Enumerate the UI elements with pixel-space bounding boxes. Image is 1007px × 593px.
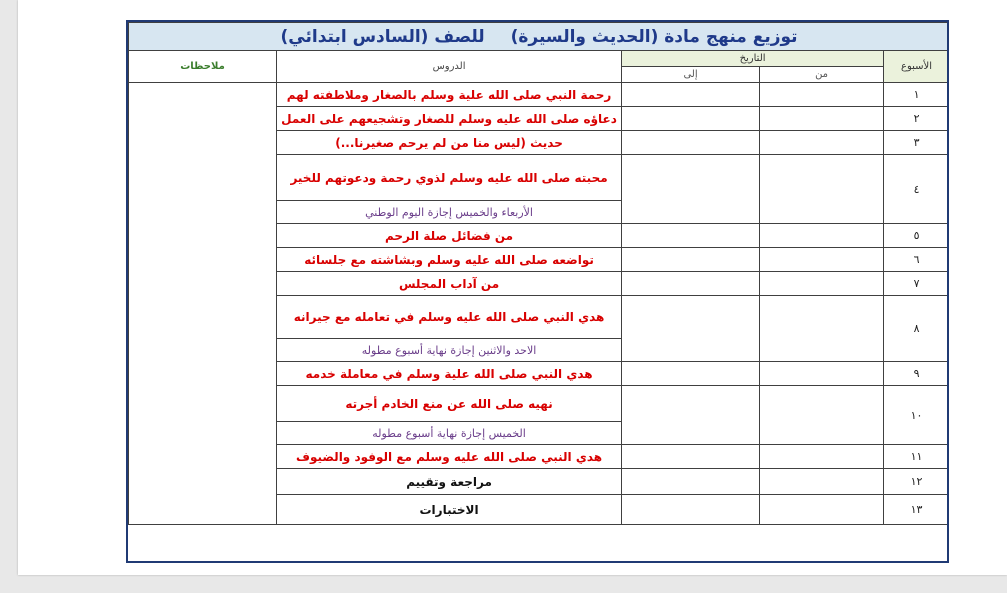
holiday-note: الاحد والاثنين إجازة نهاية أسبوع مطوله	[277, 339, 622, 362]
lesson-title: الاختبارات	[277, 495, 622, 525]
curriculum-table-sheet	[126, 20, 949, 563]
week-number: ١٢	[884, 469, 949, 495]
date-to-cell[interactable]	[622, 386, 760, 445]
date-to-cell[interactable]	[622, 83, 760, 107]
date-from-cell[interactable]	[760, 495, 884, 525]
lesson-title: هدي النبي صلى الله عليه وسلم مع الوفود والضيوف	[277, 445, 622, 469]
lesson-title: رحمة النبي صلى الله علية وسلم بالصغار وملاطفته لهم	[277, 83, 622, 107]
date-from-cell[interactable]	[760, 469, 884, 495]
week-number: ٢	[884, 107, 949, 131]
holiday-note: الأربعاء والخميس إجازة اليوم الوطني	[277, 201, 622, 224]
date-from-cell[interactable]	[760, 296, 884, 362]
date-to-cell[interactable]	[622, 131, 760, 155]
week-number: ٨	[884, 296, 949, 362]
date-to-cell[interactable]	[622, 107, 760, 131]
date-from-cell[interactable]	[760, 386, 884, 445]
lesson-title: هدي النبي صلى الله علية وسلم في معاملة خدمه	[277, 362, 622, 386]
lesson-title: تواضعه صلى الله عليه وسلم وبشاشته مع جلسائه	[277, 248, 622, 272]
lesson-title: هدي النبي صلى الله عليه وسلم في تعامله مع جيرانه	[277, 296, 622, 339]
header-notes: ملاحظات	[129, 51, 277, 83]
week-number: ١٣	[884, 495, 949, 525]
date-to-cell[interactable]	[622, 362, 760, 386]
notes-column[interactable]	[129, 83, 277, 525]
header-week: الأسبوع	[884, 51, 949, 83]
curriculum-table	[128, 22, 949, 525]
week-number: ٥	[884, 224, 949, 248]
lesson-title: من فضائل صلة الرحم	[277, 224, 622, 248]
week-number: ٤	[884, 155, 949, 224]
date-to-cell[interactable]	[622, 248, 760, 272]
date-from-cell[interactable]	[760, 131, 884, 155]
week-number: ٦	[884, 248, 949, 272]
week-number: ١١	[884, 445, 949, 469]
date-to-cell[interactable]	[622, 155, 760, 224]
table-title	[129, 23, 950, 51]
week-number: ٩	[884, 362, 949, 386]
header-lessons: الدروس	[277, 51, 622, 83]
table-row	[129, 83, 950, 107]
lesson-title: حديث (ليس منا من لم يرحم صغيرنا...)	[277, 131, 622, 155]
title-grade: للصف (السادس ابتدائي)	[280, 26, 485, 47]
date-from-cell[interactable]	[760, 248, 884, 272]
date-to-cell[interactable]	[622, 224, 760, 248]
lesson-title: محبته صلى الله عليه وسلم لذوي رحمة ودعوتهم للخير	[277, 155, 622, 201]
date-from-cell[interactable]	[760, 272, 884, 296]
lesson-title: نهيه صلى الله عن منع الخادم أجرته	[277, 386, 622, 422]
date-to-cell[interactable]	[622, 272, 760, 296]
lesson-title: مراجعة وتقييم	[277, 469, 622, 495]
date-to-cell[interactable]	[622, 445, 760, 469]
date-from-cell[interactable]	[760, 155, 884, 224]
week-number: ١	[884, 83, 949, 107]
header-date: التاريخ	[622, 51, 884, 67]
date-from-cell[interactable]	[760, 445, 884, 469]
date-from-cell[interactable]	[760, 107, 884, 131]
week-number: ١٠	[884, 386, 949, 445]
week-number: ٣	[884, 131, 949, 155]
header-to: إلى	[622, 67, 760, 83]
date-from-cell[interactable]	[760, 83, 884, 107]
lesson-title: من آداب المجلس	[277, 272, 622, 296]
date-to-cell[interactable]	[622, 296, 760, 362]
document-page	[18, 0, 1007, 575]
week-number: ٧	[884, 272, 949, 296]
date-from-cell[interactable]	[760, 224, 884, 248]
date-to-cell[interactable]	[622, 469, 760, 495]
date-to-cell[interactable]	[622, 495, 760, 525]
date-from-cell[interactable]	[760, 362, 884, 386]
title-subject: توزيع منهج مادة (الحديث والسيرة)	[510, 26, 798, 47]
header-from: من	[760, 67, 884, 83]
holiday-note: الخميس إجازة نهاية أسبوع مطوله	[277, 422, 622, 445]
lesson-title: دعاؤه صلى الله عليه وسلم للصغار وتشجيعهم على العمل	[277, 107, 622, 131]
